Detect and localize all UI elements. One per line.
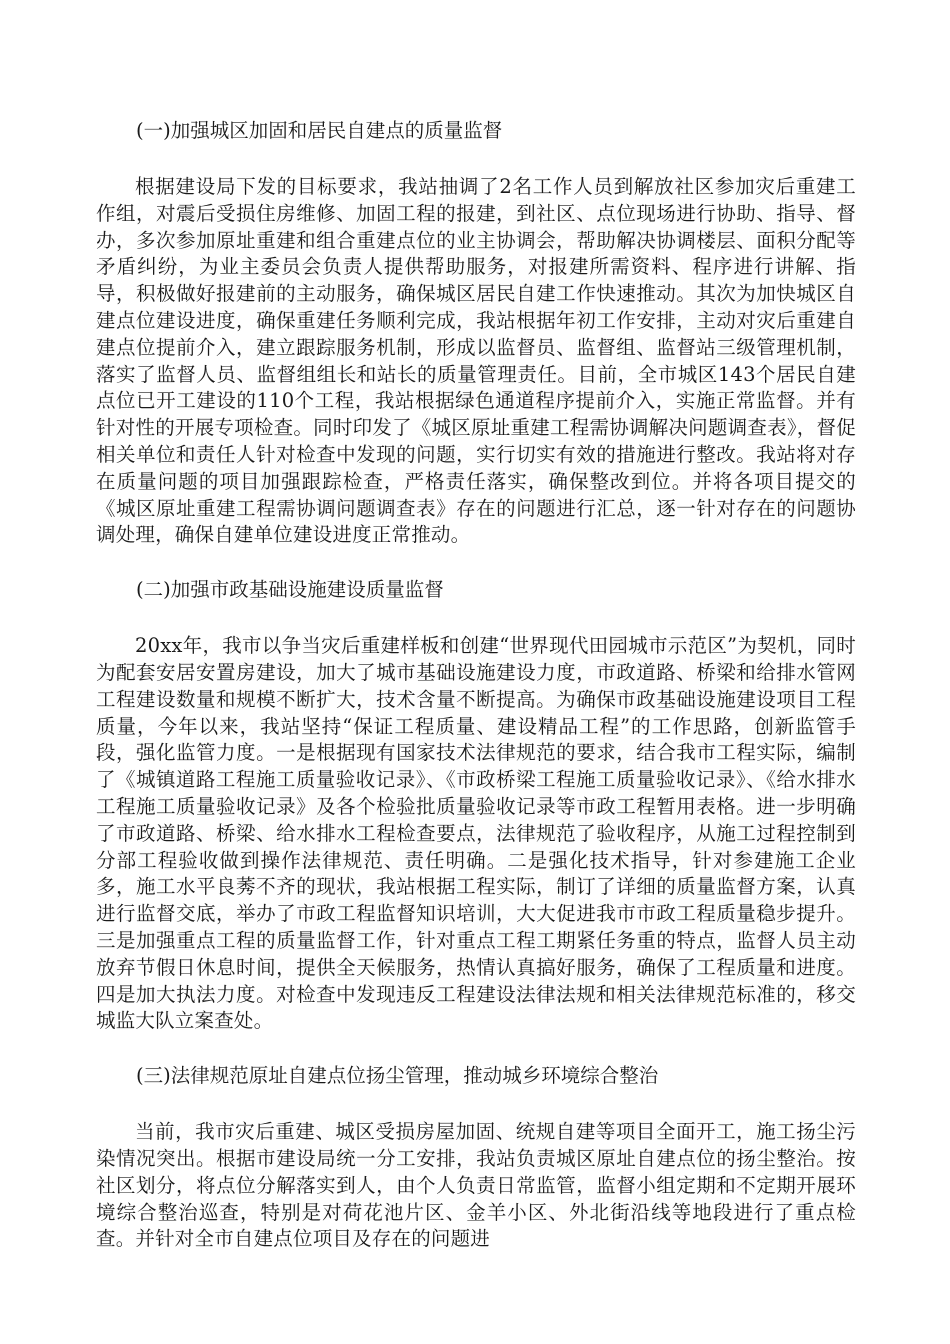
- spacer: [96, 603, 856, 633]
- section-2-paragraph: 20xx年，我市以争当灾后重建样板和创建“世界现代田园城市示范区”为契机，同时为配套安居安置房建设，加大了城市基础设施建设力度，市政道路、桥梁和给排水管网工程建设数量和规模不断扩大，技术含量不断提高。为确保市政基础设施建设项目工程质量，今年以来，我站坚持“保证工程质量、建设精品工程”的工作思路，创新监管手段，强化监管力度。一是根据现有国家技术法律规范的要求，结合我市工程实际，编制了《城镇道路工程施工质量验收记录》、《市政桥梁工程施工质量验收记录》、《给水排水工程施工质量验收记录》及各个检验批质量验收记录等市政工程暂用表格。进一步明确了市政道路、桥梁、给水排水工程检查要点，法律规范了验收程序，从施工过程控制到分部工程验收做到操作法律规范、责任明确。二是强化技术指导，针对参建施工企业多，施工水平良莠不齐的现状，我站根据工程实际，制订了详细的质量监督方案，认真进行监督交底，举办了市政工程监督知识培训，大大促进我市市政工程质量稳步提升。三是加强重点工程的质量监督工作，针对重点工程工期紧任务重的特点，监督人员主动放弃节假日休息时间，提供全天候服务，热情认真搞好服务，确保了工程质量和进度。四是加大执法力度。对检查中发现违反工程建设法律法规和相关法律规范标准的，移交城监大队立案查处。: [96, 634, 856, 1033]
- spacer: [96, 1089, 856, 1119]
- document-body: [96, 118, 856, 1253]
- section-3-heading: (三)法律规范原址自建点位扬尘管理，推动城乡环境综合整治: [136, 1064, 659, 1088]
- section-3-paragraph: 当前，我市灾后重建、城区受损房屋加固、统规自建等项目全面开工，施工扬尘污染情况突出。根据市建设局统一分工安排，我站负责城区原址自建点位的扬尘整治。按社区划分，将点位分解落实到人，由个人负责日常监管，监督小组定期和不定期开展环境综合整治巡查，特别是对荷花池片区、金羊小区、外北街沿线等地段进行了重点检查。并针对全市自建点位项目及存在的问题进: [96, 1120, 856, 1251]
- spacer: [96, 549, 856, 577]
- section-2-heading: (二)加强市政基础设施建设质量监督: [136, 578, 444, 602]
- spacer: [96, 1035, 856, 1063]
- spacer: [96, 144, 856, 174]
- section-1-paragraph: 根据建设局下发的目标要求，我站抽调了2名工作人员到解放社区参加灾后重建工作组，对震后受损住房维修、加固工程的报建，到社区、点位现场进行协助、指导、督办，多次参加原址重建和组合重建点位的业主协调会，帮助解决协调楼层、面积分配等矛盾纠纷，为业主委员会负责人提供帮助服务，对报建所需资料、程序进行讲解、指导，积极做好报建前的主动服务，确保城区居民自建工作快速推动。其次为加快城区自建点位建设进度，确保重建任务顺利完成，我站根据年初工作安排，主动对灾后重建自建点位提前介入，建立跟踪服务机制，形成以监督员、监督组、监督站三级管理机制，落实了监督人员、监督组组长和站长的质量管理责任。目前，全市城区143个居民自建点位已开工建设的110个工程，我站根据绿色通道程序提前介入，实施正常监督。并有针对性的开展专项检查。同时印发了《城区原址重建工程需协调解决问题调查表》，督促相关单位和责任人针对检查中发现的问题，实行切实有效的措施进行整改。我站将对存在质量问题的项目加强跟踪检查，严格责任落实，确保整改到位。并将各项目提交的《城区原址重建工程需协调问题调查表》存在的问题进行汇总，逐一针对存在的问题协调处理，确保自建单位建设进度正常推动。: [96, 175, 856, 547]
- section-1-heading: (一)加强城区加固和居民自建点的质量监督: [136, 119, 503, 142]
